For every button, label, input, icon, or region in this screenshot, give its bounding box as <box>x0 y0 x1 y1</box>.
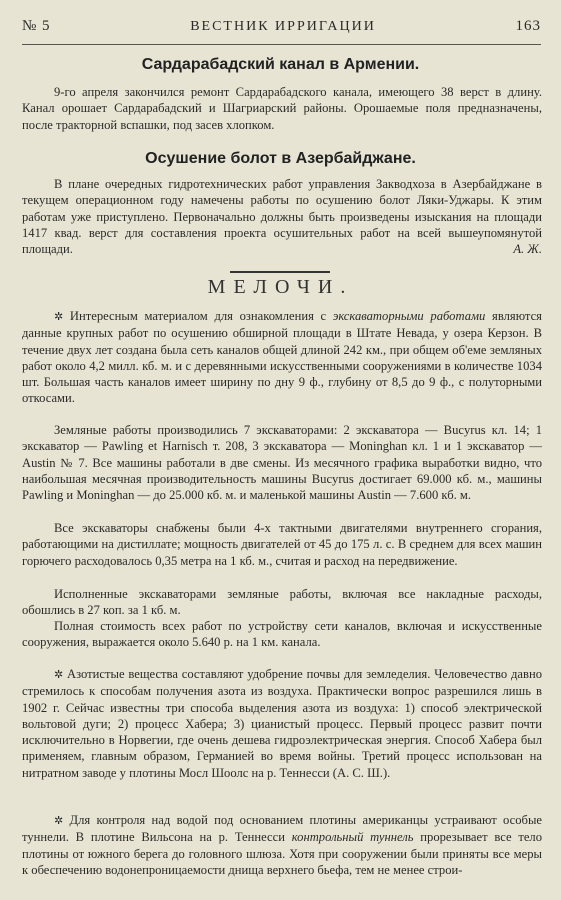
issue-number: № 5 <box>22 18 51 34</box>
article2-body: В плане очередных гидротехнических работ управления Закводхоза в Азербайджане в текущем операционном году намечены работы по осушению болот Ляки-Уджары. К этим работам уже приступлено. Первоначально должны быть произведены изыскания на площади 1417 квад. верст для составления проекта осушительных работ на всей вышеупомянутой площади. <box>22 177 542 257</box>
note-excavators-machines: Земляные работы производились 7 экскаваторами: 2 экскаватора — Bucyrus кл. 14; 1 экскаватор — Pawling et Harnisch т. 208, 3 экскаватора — Moninghan кл. 1 и 1 экскаватор — Austin № 7. Все машины работали в две смены. Из месячного графика выработки видно, что наибольшая месячная производительность машины Bucyrus достигает 69.000 кб. м., машины Pawling и Moninghan — до 25.000 кб. м. и маленькой машины Austin — 7.600 кб. м. <box>22 423 542 503</box>
note-excavators <box>22 308 542 407</box>
article2-text <box>22 176 542 257</box>
note-canal-cost: Полная стоимость всех работ по устройству сети каналов, включая и искусственные сооружения, выражается около 5.640 р. на 1 км. канала. <box>22 619 542 650</box>
section-title: МЕЛОЧИ. <box>207 276 354 298</box>
note-nitrogen-text: Азотистые вещества составляют удобрение почвы для земледелия. Человечество давно стремилось к способам получения азота из воздуха. Практически вопрос разрешился лишь в 1902 г. Сейчас известны три способа выделения азота из воздуха: 1) способ электрической вольтовой дуги; 2) процесс Хабера; 3) цианистый процесс. Первый процесс развит почти исключительно в Норвегии, где очень дешева гидроэлектрическая энергия. Способ Хабера был применяем, главным образом, Германией во время войны. Третий процесс использован на нитратном заводе у плотины Мосл Шоолс на р. Теннесси (А. С. Ш.). <box>22 667 542 780</box>
note-excavators-text-a: Интересным материалом для ознакомления с <box>69 309 333 323</box>
note-tunnel-text-b: прорезывает все тело плотины от южного берега до головного шлюза. Хотя при сооружении были приняты все меры к обеспечению водонепроницаемости днища верхнего бьефа, тем не менее строи- <box>22 830 543 877</box>
journal-title: ВЕСТНИК ИРРИГАЦИИ <box>190 19 376 34</box>
asterisk-icon: ✲ <box>54 311 64 323</box>
note-tunnel-text-a: Для контроля над водой под основанием плотины американцы устраивают особые туннели. В плотине Вильсона на р. Теннесси <box>22 813 542 845</box>
article1-title: Сардарабадский канал в Армении. <box>141 56 420 73</box>
section-divider <box>230 271 330 273</box>
note-nitrogen <box>22 666 542 781</box>
page-header <box>22 18 541 45</box>
note-tunnel-italic: контрольный туннель <box>291 830 414 845</box>
article2-title: Осушение болот в Азербайджане. <box>145 150 416 167</box>
note-excavators-italic: экскаваторными работами <box>332 309 486 323</box>
asterisk-icon: ✲ <box>54 815 64 827</box>
article1-text: 9-го апреля закончился ремонт Сардарабадского канала, имеющего 38 верст в длину. Канал орошает Сардарабадский и Шагриарский районы. Орошаемые поля предназначены, после тракторной вспашки, под засев хлопком. <box>22 85 542 132</box>
note-excavators-engines: Все экскаваторы снабжены были 4-х тактными двигателями внутреннего сгорания, работающими на дистиллате; мощность двигателей от 45 до 175 л. с. В среднем для всех машин горючего расходовалось 0,35 метра на 1 кб. м., считая и расход на передвижение. <box>22 521 542 568</box>
asterisk-icon: ✲ <box>54 669 64 681</box>
article2-signature: А. Ж. <box>513 242 542 257</box>
note-tunnel <box>22 812 542 878</box>
note-excavators-text-b: являются данные крупных работ по осушению обширной площади в Штате Невада, у озера Керзон. В течение двух лет создана была сеть каналов общей длиной 242 км., при общем об'еме земляных работ около 4,2 милл. кб. м. и с деревянными искусственными сооружениями в количестве 1034 шт. Большая часть каналов имеет ширину по дну 9 ф., глубину от 8,5 до 9 ф., с полуторными откосами. <box>22 309 542 406</box>
page-number: 163 <box>515 18 541 34</box>
note-excavators-cost: Исполненные экскаваторами земляные работы, включая все накладные расходы, обошлись в 27 коп. за 1 кб. м. <box>22 587 542 618</box>
